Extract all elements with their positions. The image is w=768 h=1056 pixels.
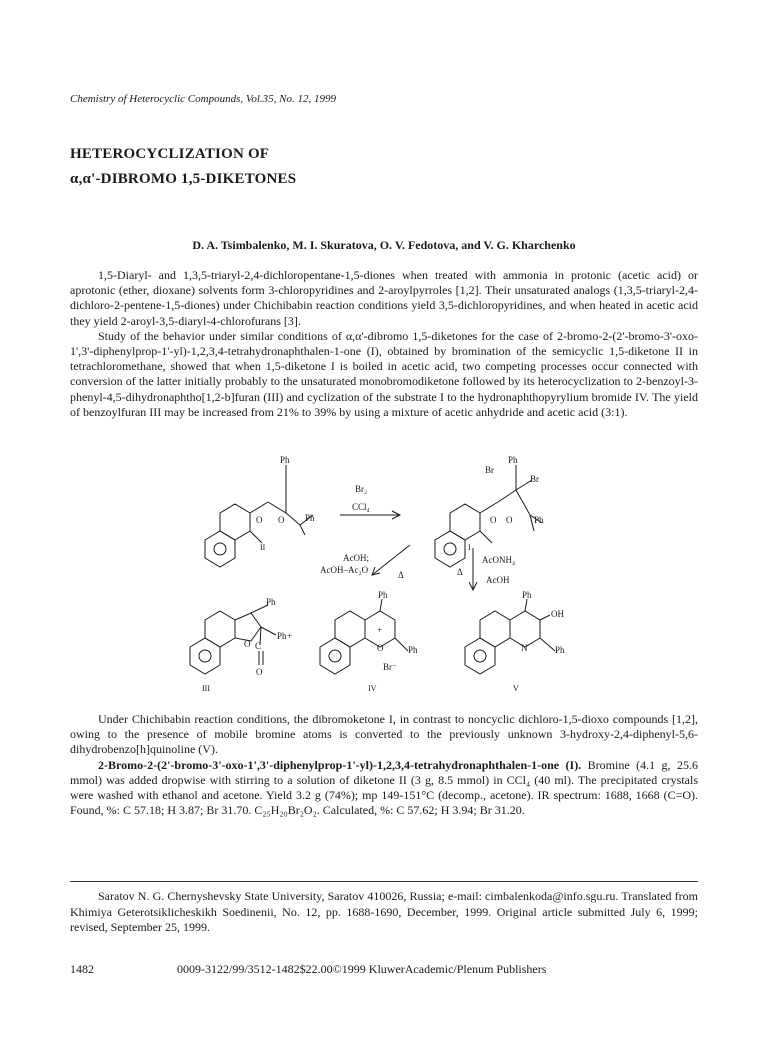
experimental-paragraph <box>70 758 698 819</box>
journal-header: Chemistry of Heterocyclic Compounds, Vol.35, No. 12, 1999 <box>70 93 337 105</box>
intro-paragraph-2: Study of the behavior under similar conditions of α,α'-dibromo 1,5-diketones for the case of 2-bromo-2-(2'-bromo-3'-oxo-1',3'-diphenylprop-1'-yl)-1,2,3,4-tetrahydronaphthalen-1-one (I), obtained by bromination of the semicyclic 1,5-diketone II in tetrachloromethane, showed that when 1,5-diketone I is boiled in acetic acid, two competing processes occur connected with conversion of the latter initially probably to the unsaturated monobromodiketone followed by its heterocyclization to 2-benzoyl-3-phenyl-4,5-dihydronaphtho[1,2-b]furan (III) and cyclization of the substrate I to the hydronaphthopyrylium bromide IV. The yield of benzoylfuran III may be increased from 21% to 39% by using a mixture of acetic anhydride and acetic acid (3:1). <box>70 328 698 419</box>
footnote-divider <box>70 881 698 882</box>
scheme-oh: OH <box>551 609 564 619</box>
scheme-ph: Ph <box>277 631 287 641</box>
reagent-ccl4: CCl₄ <box>352 502 370 512</box>
intro-section <box>70 268 698 420</box>
scheme-ph: Ph <box>522 590 532 600</box>
footnote <box>70 889 698 936</box>
reagent-acoh-ac2o: AcOH–Ac₂O <box>320 565 369 575</box>
scheme-br: Br <box>530 474 539 484</box>
scheme-ph: Ph <box>555 645 565 655</box>
intro-paragraph-1: 1,5-Diaryl- and 1,3,5-triaryl-2,4-dichloropentane-1,5-diones when treated with ammonia in protonic (acetic acid) or aprotonic (ether, dioxane) solvents form 3-chloropyridines and 2-aroylpyrroles [1,2]. Their unsaturated analogs (1,3,5-triaryl-2,4-dichloro-2-pentene-1,5-diones) under Chichibabin reaction conditions yield 3,5-dichloropyridines, and when heated in acetic acid they yield 2-aroyl-3,5-diaryl-4-chlorofurans [3]. <box>70 268 698 328</box>
compound-label-iv: IV <box>368 684 377 693</box>
reagent-delta: Δ <box>457 567 463 577</box>
scheme-o: O <box>506 515 513 525</box>
scheme-br: Br <box>485 465 494 475</box>
experimental-text: Bromine (4.1 g, 25.6 mmol) was added dropwise with stirring to a solution of diketone II (3 g, 8.5 mmol) in CCl₄ (40 ml). The precipitated crystals were washed with ethanol and acetone. Yield 3.2 g (74%); mp 149-151°C (decomp., acetone). IR spectrum: 1688, 1668 (C=O). Found, %: C 57.18; H 3.87; Br 31.70. C₂₅H₂₀Br₂O₂. Calculated, %: C 57.62; H 3.94; Br 31.20. <box>70 757 699 818</box>
article-title-line1: HETEROCYCLIZATION OF <box>70 146 270 162</box>
scheme-o: O <box>490 515 497 525</box>
scheme-c: C <box>255 641 262 651</box>
compound-label-iii: III <box>202 684 210 693</box>
scheme-o: O <box>256 515 263 525</box>
scheme-o: O <box>377 643 384 653</box>
results-section <box>70 712 698 818</box>
copyright-line: 0009-3122/99/3512-1482$22.00©1999 KluwerAcademic/Plenum Publishers <box>177 962 547 976</box>
authors: D. A. Tsimbalenko, M. I. Skuratova, O. V. Fedotova, and V. G. Kharchenko <box>192 238 576 252</box>
compound-heading: 2-Bromo-2-(2'-bromo-3'-oxo-1',3'-diphenylprop-1'-yl)-1,2,3,4-tetrahydronaphthalen-1-one (I). <box>98 757 582 772</box>
compound-label-ii: II <box>260 543 266 552</box>
scheme-ph: Ph <box>378 590 388 600</box>
page-number: 1482 <box>70 962 94 976</box>
scheme-ph: Ph <box>508 455 518 465</box>
article-title-line2: α,α'-DIBROMO 1,5-DIKETONES <box>70 171 297 187</box>
footnote-text: Saratov N. G. Chernyshevsky State University, Saratov 410026, Russia; e-mail: cimbalenkoda@info.sgu.ru. Translated from Khimiya Geterotsiklicheskikh Soedinenii, No. 12, pp. 1688-1690, December, 1999. Original article submitted July 6, 1999; revised, September 25, 1999. <box>70 889 698 934</box>
scheme-br-minus: Br⁻ <box>383 662 397 672</box>
scheme-ph: Ph <box>534 515 544 525</box>
scheme-ph: Ph <box>305 513 315 523</box>
compound-label-v: V <box>513 684 519 693</box>
reagent-delta: Δ <box>398 570 404 580</box>
scheme-ph: Ph <box>266 597 276 607</box>
scheme-o: O <box>244 639 251 649</box>
reagent-acoh: AcOH <box>486 575 510 585</box>
compound-label-i: I <box>468 543 471 552</box>
scheme-o: O <box>278 515 285 525</box>
reagent-br2: Br₂ <box>355 484 368 494</box>
scheme-plus: + <box>287 631 293 641</box>
scheme-ph: Ph <box>408 645 418 655</box>
scheme-o: O <box>256 667 263 677</box>
scheme-plus: + <box>377 625 383 635</box>
reaction-scheme <box>150 455 620 695</box>
reagent-acoh: AcOH; <box>343 553 369 563</box>
reagent-acoonh4: AcONH₄ <box>482 555 516 565</box>
scheme-n: N <box>521 643 528 653</box>
scheme-ph: Ph <box>280 455 290 465</box>
results-paragraph: Under Chichibabin reaction conditions, the dibromoketone I, in contrast to noncyclic dichloro-1,5-dioxo compounds [1,2], owing to the presence of mobile bromine atoms is converted to the previously unknown 3-hydroxy-2,4-diphenyl-5,6-dihydrobenzo[h]quinoline (V). <box>70 712 698 757</box>
